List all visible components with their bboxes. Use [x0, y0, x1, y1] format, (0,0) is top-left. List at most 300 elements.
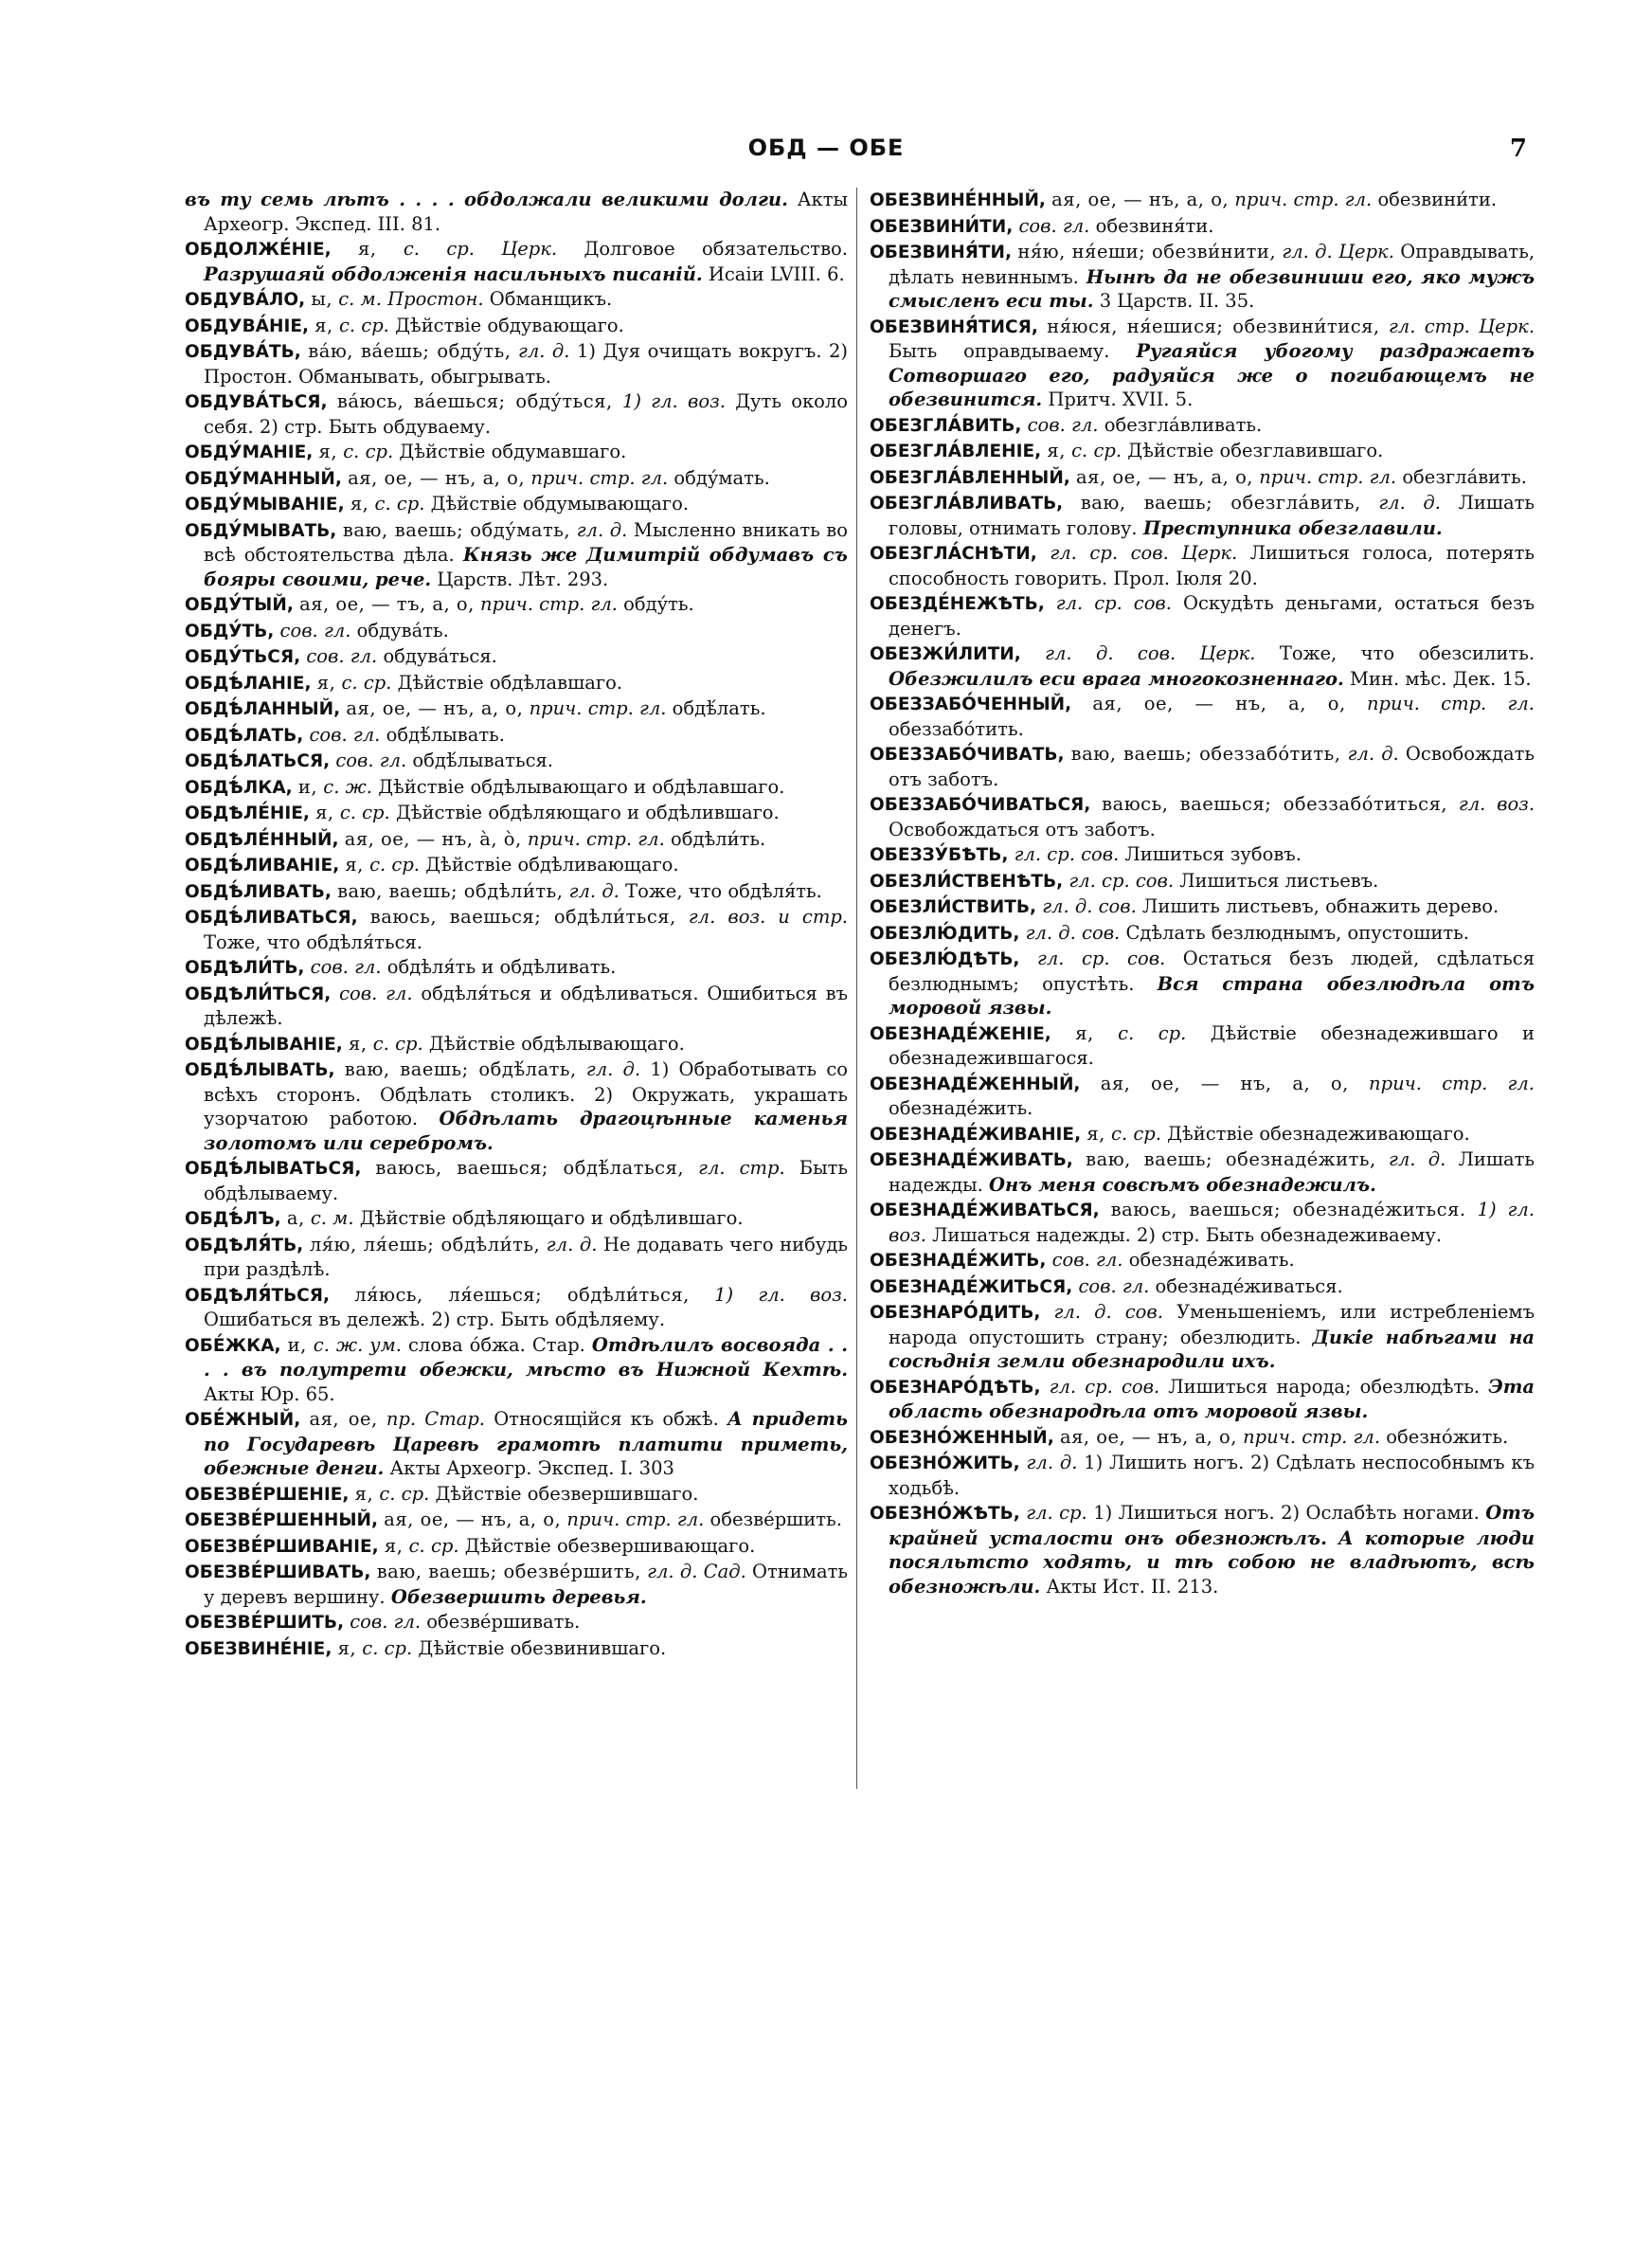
- entry-forms: ваюсь, ваешься; обезнаде́житься.: [1110, 1199, 1466, 1220]
- entry-grammar: гл. ср. сов.: [1049, 1375, 1160, 1398]
- entry-grammar: пр. Стар.: [386, 1408, 486, 1430]
- entry-grammar: гл. ср. сов.: [1014, 843, 1120, 865]
- dictionary-entry: [185, 1206, 848, 1232]
- entry-definition: Обманщикъ.: [489, 288, 613, 310]
- entry-headword: ОБЕЗНАДЕ́ЖИВАТЬ,: [870, 1150, 1073, 1170]
- entry-example: Отдѣлилъ восвояда . . . . въ полутрети обежки, мѣсто въ Нижной Кехтѣ.: [204, 1333, 848, 1381]
- entry-definition: обдува́ться.: [383, 645, 497, 667]
- entry-headword: ОБЕЗГЛА́ВИТЬ,: [870, 415, 1022, 436]
- entry-forms: я,: [1075, 1021, 1094, 1044]
- entry-forms: ая, ое, — нъ, а, о,: [346, 697, 524, 719]
- dictionary-entry: [185, 1560, 848, 1609]
- dictionary-entry: [870, 1198, 1535, 1247]
- entry-grammar: 1) гл. воз.: [889, 1199, 1535, 1246]
- entry-grammar: сов. гл.: [335, 749, 407, 771]
- entry-definition: Освобождаться отъ заботъ.: [889, 818, 1156, 840]
- dictionary-entry: [870, 591, 1535, 641]
- entry-forms: я,: [337, 1636, 357, 1659]
- entry-headword: ОБЕЗЗАБО́ЧИВАТЬ,: [870, 745, 1065, 765]
- entry-definition: обезнаде́живать.: [1128, 1249, 1295, 1271]
- entry-example: Ругаяйся убогому раздражаетъ Сотворшаго его, радуяйся же о погибающемъ не обезвинится.: [889, 340, 1535, 410]
- dictionary-entry: [870, 947, 1535, 1020]
- entry-forms: ваю, ваешь; обезве́ршить,: [376, 1561, 641, 1582]
- dictionary-entry: [185, 1283, 848, 1332]
- entry-definition: Оскудѣть деньгами, остаться безъ денегъ.: [889, 592, 1535, 640]
- dictionary-entry: [185, 749, 848, 774]
- entry-definition: Дѣйствіе обдѣляющаго и обдѣлившаго.: [395, 802, 780, 823]
- entry-definition: Относящійся къ обжѣ.: [494, 1408, 719, 1430]
- entry-grammar: с. ж. ум.: [313, 1333, 402, 1356]
- entry-forms: ня́ю, ня́еши; обезви́нити,: [1017, 241, 1277, 262]
- dictionary-entry: [185, 644, 848, 670]
- entry-definition: Дѣйствіе обезнадежившаго и обезнадежившагося.: [889, 1021, 1535, 1069]
- entry-forms: я,: [350, 493, 369, 515]
- entry-grammar: сов. гл.: [310, 956, 382, 978]
- dictionary-entry: [870, 439, 1535, 464]
- entry-grammar: с. ср.: [341, 671, 392, 694]
- entry-headword: ОБЕЗЛЮ́ДИТЬ,: [870, 923, 1020, 944]
- entry-grammar: с. ср.: [343, 441, 394, 462]
- entry-forms: и,: [287, 1333, 307, 1356]
- entry-example: въ ту семь лѣтъ . . . . обдолжали великими долги.: [185, 189, 788, 210]
- entry-forms: ая, ое, — нъ, а, о,: [384, 1508, 562, 1530]
- entry-headword: ОБЕЗЛИ́СТВИТЬ,: [870, 897, 1036, 917]
- entry-grammar: гл. воз. и стр.: [688, 906, 848, 928]
- entry-forms: я,: [354, 1482, 374, 1505]
- entry-grammar: с. ср.: [379, 1482, 430, 1505]
- entry-definition: Лишиться зубовъ.: [1124, 843, 1302, 865]
- dictionary-entry: [870, 413, 1535, 439]
- entry-grammar: гл. д.: [576, 518, 628, 541]
- dictionary-entry: [870, 1248, 1535, 1273]
- entry-forms: ня́юся, ня́ешися; обезвини́тися,: [1047, 315, 1380, 337]
- dictionary-entry: [185, 440, 848, 465]
- dictionary-entry: [870, 541, 1535, 590]
- entry-definition: обезнаде́живаться.: [1155, 1274, 1343, 1297]
- entry-headword: ОБЕЗГЛА́ВЛЕНІЕ,: [870, 442, 1042, 461]
- dictionary-entry: [185, 905, 848, 954]
- dictionary-entry: [185, 1032, 848, 1057]
- entry-definition: обезгла́вить.: [1402, 465, 1527, 488]
- entry-example: Обдѣлать драгоцѣнные каменья золотомъ или серебромъ.: [204, 1108, 848, 1154]
- entry-grammar: 1) гл. воз.: [621, 390, 726, 412]
- entry-forms: ля́юсь, ля́ешься; обдѣли́ться,: [354, 1283, 690, 1306]
- entry-grammar: с. ж.: [323, 775, 372, 798]
- entry-definition: Быть оправдываему.: [889, 340, 1110, 362]
- entry-grammar: гл. стр. Церк.: [1388, 315, 1535, 337]
- entry-grammar: с. м.: [310, 1207, 354, 1229]
- entry-headword: ОБЕ́ЖКА,: [185, 1335, 281, 1356]
- entry-grammar: с. ср.: [369, 854, 420, 876]
- entry-headword: ОБЕЗНАДЕ́ЖЕНІЕ,: [870, 1023, 1051, 1044]
- entry-definition: обдѣ́лать.: [672, 697, 766, 719]
- entry-definition: 1) Обработывать со всѣхъ сторонъ. Обдѣлать столикъ. 2) Окружать, украшать узорчатою работою.: [204, 1058, 848, 1129]
- entry-forms: ая, ое,: [309, 1408, 378, 1430]
- entry-grammar: с. ср.: [1118, 1021, 1187, 1044]
- entry-definition: Оправдывать, дѣлать невиннымъ.: [889, 241, 1535, 288]
- entry-headword: ОБЕЗГЛА́ВЛЕННЫЙ,: [870, 467, 1070, 488]
- entry-grammar: гл. ср. сов.: [1055, 592, 1172, 614]
- entry-grammar: сов. гл.: [339, 982, 413, 1004]
- dictionary-entry: [870, 491, 1535, 540]
- dictionary-entry: [870, 1072, 1535, 1121]
- entry-headword: ОБЕЗЛЮ́ДѢТЬ,: [870, 949, 1020, 969]
- entry-definition: 1) Дуя очищать вокругъ. 2) Простон. Обманывать, обыгрывать.: [204, 340, 849, 388]
- entry-forms: ая, ое, — нъ, а, о,: [1092, 693, 1346, 714]
- entry-definition: Освобождать отъ заботъ.: [889, 743, 1535, 790]
- entry-definition: Лишать головы, отнимать голову.: [889, 492, 1535, 539]
- entry-forms: я,: [358, 238, 377, 260]
- entry-forms: ваю, ваешь; обезнаде́жить,: [1086, 1148, 1376, 1170]
- entry-definition: обезно́жить.: [1386, 1425, 1509, 1448]
- entry-reference: Мин. мѣс. Дек. 15.: [1350, 667, 1532, 690]
- entry-forms: ая, ое, — нъ, а, о,: [1059, 1425, 1237, 1448]
- entry-forms: я,: [314, 314, 333, 336]
- entry-grammar: гл. д.: [1347, 743, 1399, 765]
- entry-example: Нынѣ да не обезвиниши его, яко мужъ смысленъ еси ты.: [889, 265, 1535, 312]
- entry-definition: Лишиться голоса, потерять способность говорить.: [889, 542, 1535, 589]
- entry-grammar: с. ср.: [1071, 440, 1122, 461]
- dictionary-entry: [870, 692, 1535, 741]
- entry-grammar: прич. стр. гл.: [1234, 189, 1373, 210]
- entry-forms: я,: [349, 1032, 368, 1055]
- entry-headword: ОБДУВА́ТЬСЯ,: [185, 392, 328, 412]
- entry-definition: Сдѣлать безлюднымъ, опустошить.: [1125, 921, 1469, 944]
- entry-definition: Дѣйствіе обезнадеживающаго.: [1167, 1122, 1470, 1145]
- dictionary-entry: [185, 466, 848, 492]
- entry-definition: Дѣйствіе обдѣляющаго и обдѣлившаго.: [359, 1207, 744, 1229]
- entry-forms: я,: [318, 441, 338, 462]
- entry-grammar: прич. стр. гл.: [1243, 1425, 1381, 1448]
- dictionary-entry: [870, 315, 1535, 412]
- entry-grammar: гл. д. сов. Церк.: [1045, 642, 1256, 664]
- entry-headword: ОБДУ́МАНІЕ,: [185, 442, 314, 462]
- entry-definition: Тоже, что обдѣля́ть.: [625, 879, 822, 902]
- entry-definition: Дѣйствіе обезвинившаго.: [418, 1636, 667, 1659]
- entry-definition: обезгла́вливать.: [1104, 413, 1263, 436]
- entry-definition: обезвиня́ти.: [1095, 214, 1214, 237]
- entry-headword: ОБДѢЛИ́ТЬСЯ,: [185, 984, 332, 1004]
- entry-forms: ваю, ваешь; обду́мать,: [342, 518, 571, 541]
- entry-definition: Долговое обязательство.: [584, 238, 848, 260]
- running-title: ОБД — ОБЕ: [747, 135, 905, 161]
- entry-grammar: гл. д.: [1378, 492, 1441, 514]
- entry-definition: Дѣйствіе обдѣлывающаго.: [428, 1032, 685, 1055]
- entry-reference: Акты Археогр. Экспед. III. 81.: [204, 189, 849, 235]
- entry-forms: ва́юсь, ва́ешься; обду́ться,: [336, 390, 613, 412]
- dictionary-entry: [185, 1610, 848, 1635]
- entry-headword: ОБДУ́ТЬ,: [185, 621, 275, 641]
- entry-grammar: гл. д.: [517, 340, 570, 362]
- entry-headword: ОБДѢ́ЛАТЬ,: [185, 725, 304, 746]
- entry-example: Вся страна обезлюдѣла отъ моровой язвы.: [889, 972, 1535, 1019]
- entry-reference: Акты Ист. II. 213.: [1046, 1575, 1219, 1598]
- entry-headword: ОБЕЗНАДЕ́ЖЕННЫЙ,: [870, 1074, 1081, 1094]
- dictionary-entry: [185, 723, 848, 749]
- entry-forms: а,: [286, 1207, 305, 1229]
- entry-grammar: с. ср.: [339, 802, 390, 823]
- dictionary-entry: [870, 792, 1535, 841]
- entry-example: Дикіе набѣгами на сосѣднія земли обезнародили ихъ.: [889, 1326, 1535, 1372]
- entry-forms: ваю, ваешь; обеззабо́тить,: [1070, 743, 1341, 765]
- dictionary-entry: [185, 1534, 848, 1560]
- dictionary-entry: [185, 518, 848, 592]
- entry-definition: Дѣйствіе обезвершивающаго.: [464, 1534, 756, 1557]
- entry-headword: ОБДУВА́ТЬ,: [185, 342, 301, 362]
- entry-definition: обду́мать.: [673, 466, 770, 489]
- entry-headword: ОБДѢ́ЛИВАНІЕ,: [185, 856, 340, 876]
- entry-reference: Притч. XVII. 5.: [1048, 388, 1194, 410]
- entry-example: Преступника обезглавили.: [1142, 516, 1443, 539]
- entry-definition: Дѣйствіе обезвершившаго.: [435, 1482, 699, 1505]
- entry-reference: Акты Археогр. Экспед. I. 303: [389, 1457, 674, 1479]
- entry-definition: Лишать надежды.: [889, 1148, 1535, 1196]
- dictionary-entry: [185, 592, 848, 618]
- entry-forms: ваюсь, ваешься; обдѣли́ться,: [369, 906, 676, 928]
- entry-headword: ОБЕ́ЖНЫЙ,: [185, 1410, 301, 1430]
- dictionary-entry: [185, 775, 848, 801]
- entry-grammar: сов. гл.: [306, 645, 378, 667]
- entry-grammar: с. ср.: [1111, 1122, 1161, 1145]
- entry-grammar: гл. д.: [546, 1233, 598, 1255]
- dictionary-entry: [870, 921, 1535, 947]
- dictionary-entry: [185, 955, 848, 981]
- dictionary-entry: [870, 869, 1535, 894]
- dictionary-entry: [185, 619, 848, 644]
- entry-headword: ОБДѢ́ЛЫВАТЬСЯ,: [185, 1159, 362, 1179]
- entry-definition: обдѣля́ть и обдѣливать.: [386, 956, 617, 978]
- entry-headword: ОБЕЗНАДЕ́ЖИВАТЬСЯ,: [870, 1201, 1100, 1220]
- entry-definition: Дѣйствіе обдѣливающаго.: [425, 854, 679, 876]
- entry-headword: ОБДѢ́ЛАТЬСЯ,: [185, 751, 331, 771]
- entry-definition: Быть обдѣлываему.: [204, 1157, 849, 1204]
- entry-grammar: гл. д.: [1389, 1148, 1446, 1170]
- entry-reference: Царств. Лѣт. 293.: [437, 568, 609, 590]
- entry-forms: ваю, ваешь; обдѣли́ть,: [337, 879, 564, 902]
- entry-headword: ОБДУ́ТЫЙ,: [185, 595, 294, 615]
- entry-forms: ая, ое, — нъ, а, о,: [348, 466, 526, 489]
- entry-grammar: прич. стр. гл.: [566, 1508, 705, 1530]
- entry-grammar: сов. гл.: [1078, 1274, 1150, 1297]
- entry-headword: ОБДѢЛЯ́ТЬ,: [185, 1235, 304, 1255]
- dictionary-entry: [185, 339, 848, 388]
- entry-grammar: 1) гл. воз.: [714, 1283, 848, 1306]
- dictionary-entry: [870, 894, 1535, 920]
- entry-grammar: гл. д. Церк.: [1282, 241, 1394, 262]
- running-head: [0, 135, 1652, 172]
- entry-headword: ОБДѢЛЕ́НІЕ,: [185, 803, 310, 823]
- dictionary-entry: [870, 1147, 1535, 1197]
- entry-headword: ОБЕЗНО́ЖѢТЬ,: [870, 1504, 1020, 1524]
- dictionary-entry: [185, 237, 848, 286]
- dictionary-entry: [185, 827, 848, 853]
- dictionary-entry: [185, 1636, 848, 1662]
- page-number: 7: [1509, 135, 1527, 163]
- dictionary-entry: [870, 214, 1535, 240]
- entry-grammar: гл. д. сов.: [1042, 895, 1137, 917]
- entry-grammar: гл. воз.: [1458, 793, 1535, 815]
- entry-definition: слова о́бжа. Стар.: [407, 1333, 585, 1356]
- entry-forms: ваюсь, ваешься; обдѣ́латься,: [375, 1157, 685, 1179]
- entry-headword: ОБЕЗНАДЕ́ЖИТЬ,: [870, 1251, 1047, 1271]
- entry-grammar: с. ср.: [338, 314, 389, 336]
- entry-grammar: прич. стр. гл.: [1366, 693, 1535, 714]
- entry-headword: ОБДѢЛЯ́ТЬСЯ,: [185, 1285, 331, 1306]
- entry-grammar: гл. д. Сад.: [647, 1561, 746, 1582]
- entry-headword: ОБЕЗНАДЕ́ЖИВАНІЕ,: [870, 1124, 1082, 1145]
- dictionary-entry: [870, 842, 1535, 868]
- dictionary-entry: [185, 982, 848, 1031]
- entry-headword: ОБЕЗЗАБО́ЧИВАТЬСЯ,: [870, 795, 1091, 815]
- entry-grammar: с. ср. Церк.: [403, 238, 558, 260]
- dictionary-entry: [185, 1508, 848, 1533]
- entry-headword: ОБЕЗВИНЕ́НІЕ,: [185, 1638, 332, 1659]
- entry-headword: ОБДѢ́ЛИВАТЬСЯ,: [185, 908, 358, 928]
- dictionary-entry: [870, 742, 1535, 791]
- entry-headword: ОБДѢ́ЛКА,: [185, 777, 293, 798]
- entry-definition: Отнимать у деревъ вершину.: [204, 1561, 848, 1608]
- dictionary-entry: [870, 1451, 1535, 1500]
- dictionary-entry: [185, 314, 848, 339]
- dictionary-entry: [185, 492, 848, 517]
- entry-forms: ваю, ваешь; обезгла́вить,: [1080, 492, 1361, 514]
- entry-headword: ОБЕЗВЕ́РШИВАТЬ,: [185, 1562, 371, 1582]
- dictionary-entry: [870, 188, 1535, 213]
- entry-definition: Остаться безъ людей, сдѣлаться безлюднымъ; опустѣть.: [889, 948, 1535, 995]
- dictionary-entry: [870, 1274, 1535, 1300]
- entry-grammar: гл. д. сов.: [1053, 1301, 1163, 1323]
- entry-definition: Дѣйствіе обдѣлавшаго.: [397, 671, 623, 694]
- entry-definition: обдува́ть.: [356, 619, 449, 641]
- entry-grammar: гл. д.: [585, 1058, 641, 1080]
- entry-definition: обдѣля́ться и обдѣливаться. Ошибиться въ дѣлежѣ.: [204, 982, 848, 1029]
- entry-definition: 1) Лишиться ногъ. 2) Ослабѣть ногами.: [1093, 1502, 1480, 1524]
- entry-definition: обдѣли́ть.: [670, 827, 766, 850]
- entry-headword: ОБЕЗНО́ЖИТЬ,: [870, 1454, 1020, 1473]
- entry-grammar: прич. стр. гл.: [1259, 465, 1397, 488]
- dictionary-entry: [870, 1501, 1535, 1598]
- entry-headword: ОБДѢ́ЛЫВАНІЕ,: [185, 1034, 343, 1055]
- entry-example: Князь же Димитрій обдумавъ съ бояры своими, рече.: [204, 544, 848, 590]
- dictionary-entry: [185, 1057, 848, 1155]
- entry-forms: я,: [1086, 1122, 1105, 1145]
- entry-headword: ОБЕЗНАДЕ́ЖИТЬСЯ,: [870, 1276, 1073, 1297]
- entry-headword: ОБДѢ́ЛИВАТЬ,: [185, 881, 332, 902]
- entry-example: А придеть по Государевѣ Царевѣ грамотѣ платити приметь, обежные денги.: [204, 1408, 849, 1479]
- entry-definition: Мысленно вникать во всѣ обстоятельства дѣла.: [204, 518, 849, 566]
- entry-forms: ля́ю, ля́ешь; обдѣли́ть,: [309, 1233, 541, 1255]
- dictionary-entry: [185, 696, 848, 722]
- entry-headword: ОБЕЗЛИ́СТВЕНѢТЬ,: [870, 871, 1064, 892]
- entry-forms: и,: [297, 775, 318, 798]
- entry-grammar: гл. ср.: [1026, 1502, 1087, 1524]
- entry-grammar: прич. стр. гл.: [480, 593, 618, 615]
- entry-grammar: сов. гл.: [1051, 1249, 1123, 1271]
- entry-definition: обезнаде́жить.: [889, 1097, 1033, 1119]
- entry-definition: Ошибаться въ дележѣ. 2) стр. Быть обдѣляему.: [204, 1309, 666, 1330]
- entry-headword: ОБЕЗВЕ́РШИВАНІЕ,: [185, 1536, 379, 1557]
- entry-definition: Дѣйствіе обдѣлывающаго и обдѣлавшаго.: [378, 775, 785, 798]
- entry-headword: ОБЕЗВЕ́РШЕНІЕ,: [185, 1484, 350, 1505]
- entry-definition: обезве́ршивать.: [426, 1611, 581, 1633]
- entry-headword: ОБЕЗДЕ́НЕЖѢТЬ,: [870, 594, 1045, 614]
- dictionary-entry: [185, 1156, 848, 1205]
- entry-headword: ОБДѢЛЕ́ННЫЙ,: [185, 829, 339, 850]
- entry-grammar: гл. д. сов.: [1025, 921, 1121, 944]
- dictionary-entry: [870, 1122, 1535, 1147]
- entry-forms: я,: [384, 1534, 404, 1557]
- entry-headword: ОБДѢ́ЛАННЫЙ,: [185, 699, 341, 719]
- entry-headword: ОБЕЗНАРО́ДИТЬ,: [870, 1303, 1041, 1323]
- entry-definition: Лишиться народа; обезлюдѣть.: [1168, 1375, 1481, 1398]
- entry-definition: Лишаться надежды. 2) стр. Быть обезнадеживаему.: [932, 1223, 1443, 1246]
- entry-forms: ва́ю, ва́ешь; обду́ть,: [308, 340, 512, 362]
- entry-example: Отъ крайней усталости онъ обезножѣлъ. А которые люди посяльтсто ходять, и тѣ собою не владѣютъ, всѣ обезножѣли.: [889, 1502, 1535, 1598]
- entry-headword: ОБЕЗНАРО́ДѢТЬ,: [870, 1377, 1041, 1398]
- dictionary-entry: [870, 641, 1535, 691]
- entry-headword: ОБДѢ́ЛАНІЕ,: [185, 673, 312, 694]
- entry-forms: я,: [345, 854, 364, 876]
- entry-headword: ОБЕЗГЛА́ВЛИВАТЬ,: [870, 494, 1064, 514]
- dictionary-entry: [185, 853, 848, 878]
- entry-grammar: гл. д.: [1026, 1452, 1078, 1473]
- entry-definition: Лишить листьевъ, обнажить дерево.: [1142, 895, 1499, 917]
- entry-headword: ОБДУ́ТЬСЯ,: [185, 647, 301, 667]
- entry-grammar: прич. стр. гл.: [527, 827, 665, 850]
- entry-grammar: гл. ср. сов.: [1036, 948, 1166, 969]
- dictionary-entry: [870, 465, 1535, 491]
- entry-headword: ОБДУ́МАННЫЙ,: [185, 468, 342, 489]
- dictionary-entry: [185, 1233, 848, 1282]
- entry-forms: ая, ое, — нъ, а, о,: [1051, 189, 1230, 210]
- entry-forms: ая, ое, — нъ, а̀, о̀,: [344, 827, 522, 850]
- entry-forms: ая, ое, — нъ, а, о,: [1100, 1072, 1349, 1094]
- entry-headword: ОБЕЗНО́ЖЕННЫЙ,: [870, 1427, 1054, 1448]
- dictionary-entry: [185, 801, 848, 826]
- dictionary-entry: [185, 188, 848, 236]
- entry-example: Разрушаяй обдолженія насильныхъ писаній.: [204, 262, 703, 285]
- entry-grammar: гл. ср. сов.: [1068, 869, 1175, 892]
- entry-headword: ОБЕЗЗУ́БѢТЬ,: [870, 845, 1009, 865]
- entry-headword: ОБЕЗВЕ́РШЕННЫЙ,: [185, 1510, 379, 1530]
- entry-headword: ОБДУ́МЫВАНІЕ,: [185, 495, 345, 515]
- entry-definition: Уменьшеніемъ, или истребленіемъ народа опустошить страну; обезлюдить.: [889, 1301, 1535, 1348]
- entry-headword: ОБДѢЛИ́ТЬ,: [185, 958, 305, 978]
- entry-headword: ОБДУ́МЫВАТЬ,: [185, 520, 337, 541]
- entry-definition: обеззабо́тить.: [889, 717, 1024, 740]
- entry-definition: обду́ть.: [623, 593, 694, 615]
- entry-grammar: с. ср.: [408, 1534, 459, 1557]
- entry-forms: я,: [1047, 440, 1066, 461]
- entry-headword: ОБЕЗВИНЯ́ТИСЯ,: [870, 316, 1038, 337]
- dictionary-entry: [185, 1407, 848, 1481]
- entry-definition: Дѣйствіе обдумавшаго.: [399, 441, 627, 462]
- entry-headword: ОБДѢ́ЛЪ,: [185, 1209, 281, 1229]
- entry-definition: Дѣйствіе обезглавившаго.: [1127, 440, 1384, 461]
- entry-headword: ОБЕЗГЛА́СНѢТИ,: [870, 544, 1037, 564]
- entry-grammar: сов. гл.: [1027, 413, 1099, 436]
- entry-definition: обезве́ршить.: [709, 1508, 842, 1530]
- entry-headword: ОБЕЗВИНЯ́ТИ,: [870, 243, 1013, 262]
- entry-forms: ая, ое, — нъ, а, о,: [1076, 465, 1254, 488]
- entry-grammar: сов. гл.: [279, 619, 351, 641]
- dictionary-entry: [185, 879, 848, 905]
- entry-grammar: с. ср.: [372, 1032, 423, 1055]
- entry-headword: ОБЕЗВИНЕ́ННЫЙ,: [870, 190, 1046, 210]
- dictionary-entry: [870, 240, 1535, 314]
- entry-headword: ОБДѢ́ЛЫВАТЬ,: [185, 1060, 335, 1080]
- dictionary-entry: [870, 1021, 1535, 1071]
